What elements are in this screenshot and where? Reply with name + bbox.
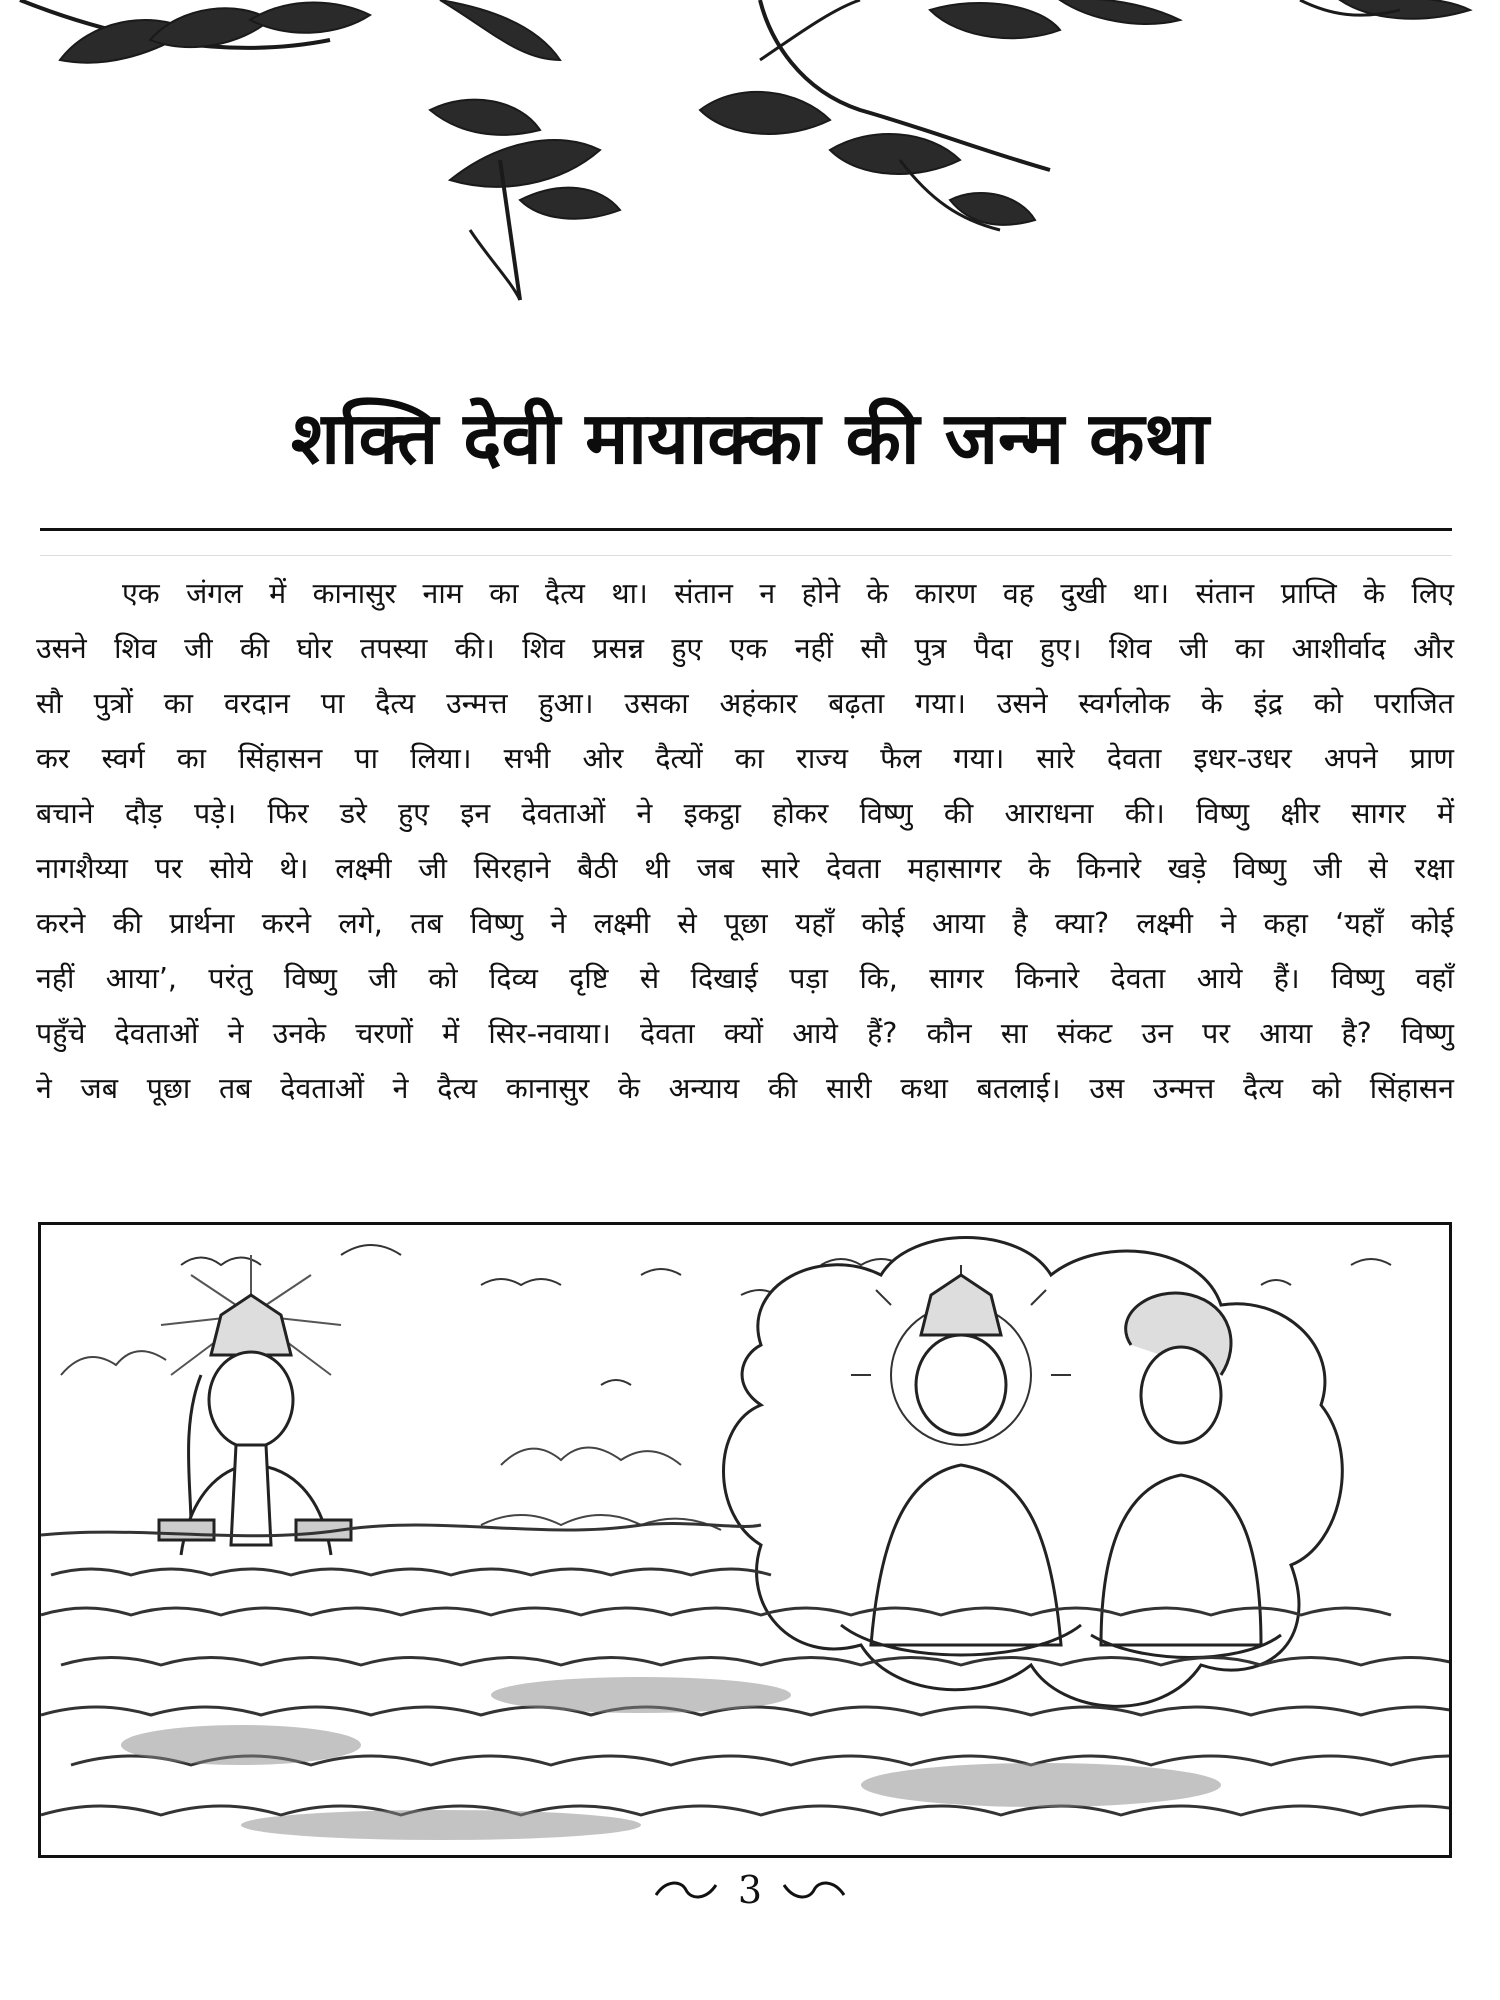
story-text — [36, 566, 1454, 1116]
page-footer — [0, 1868, 1500, 1928]
story-line: बचाने दौड़ पड़े। फिर डरे हुए इन देवताओं ने इकट्ठा होकर विष्णु की आराधना की। विष्णु क्षीर सागर में — [36, 797, 1454, 830]
title-divider — [40, 528, 1452, 531]
story-line: उसने शिव जी की घोर तपस्या की। शिव प्रसन्न हुए एक नहीं सौ पुत्र पैदा हुए। शिव जी का आशीर्वाद और — [36, 632, 1454, 665]
page-title: शक्ति देवी मायाक्का की जन्म कथा — [290, 396, 1210, 480]
story-line: पहुँचे देवताओं ने उनके चरणों में सिर-नवाया। देवता क्यों आये हैं? कौन सा संकट उन पर आया है? विष्णु — [36, 1017, 1454, 1050]
page-number: 3 — [737, 1868, 763, 1912]
title-divider-shadow — [40, 555, 1452, 556]
story-line: सौ पुत्रों का वरदान पा दैत्य उन्मत्त हुआ। उसका अहंकार बढ़ता गया। उसने स्वर्गलोक के इंद्र को पराजित — [36, 687, 1454, 720]
story-line: कर स्वर्ग का सिंहासन पा लिया। सभी ओर दैत्यों का राज्य फैल गया। सारे देवता इधर-उधर अपने प्राण — [36, 742, 1454, 775]
story-line: करने की प्रार्थना करने लगे, तब विष्णु ने लक्ष्मी से पूछा यहाँ कोई आया है क्या? लक्ष्मी ने कहा ‘यहाँ कोई — [36, 907, 1454, 940]
story-line: नहीं आया’, परंतु विष्णु जी को दिव्य दृष्टि से दिखाई पड़ा कि, सागर किनारे देवता आये हैं। विष्णु वहाँ — [36, 962, 1454, 995]
story-illustration-panel — [38, 1222, 1452, 1858]
story-line: नागशैय्या पर सोये थे। लक्ष्मी जी सिरहाने बैठी थी जब सारे देवता महासागर के किनारे खड़े विष्णु जी से रक्षा — [36, 852, 1454, 885]
story-line: एक जंगल में कानासुर नाम का दैत्य था। संतान न होने के कारण वह दुखी था। संतान प्राप्ति के लिए — [122, 577, 1454, 610]
right-swirl-ornament-icon — [779, 1875, 849, 1905]
ocean-prayer-illustration — [41, 1225, 1449, 1855]
decorative-branches-illustration — [0, 0, 1500, 330]
left-swirl-ornament-icon — [651, 1875, 721, 1905]
story-line: ने जब पूछा तब देवताओं ने दैत्य कानासुर के अन्याय की सारी कथा बतलाई। उस उन्मत्त दैत्य को सिंहासन — [36, 1072, 1454, 1105]
